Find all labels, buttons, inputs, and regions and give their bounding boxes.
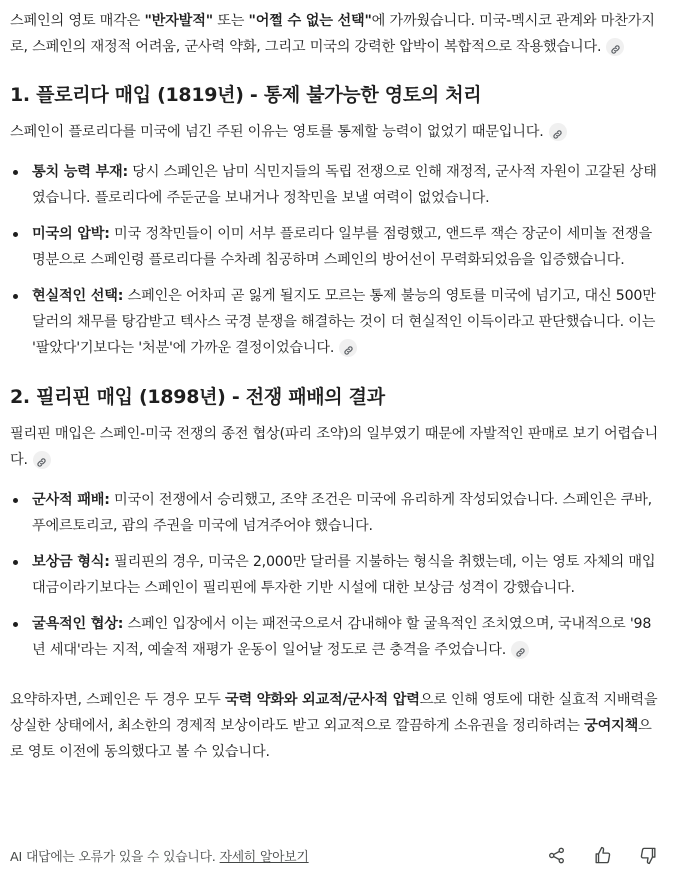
thumbs-down-button[interactable] xyxy=(638,845,658,865)
share-icon xyxy=(547,846,566,865)
bullet-text: 필리핀의 경우, 미국은 2,000만 달러를 지불하는 형식을 취했는데, 이는 영토 자체의 매입 대금이라기보다는 스페인이 필리핀에 투자한 기반 시설에 대한 보상금 성격이 강했습니다. xyxy=(32,554,656,596)
bullet-text: 당시 스페인은 남미 식민지들의 독립 전쟁으로 인해 재정적, 군사적 자원이 고갈된 상태였습니다. 플로리다에 주둔군을 보내거나 정착민을 보낼 여력이 없었습니다. xyxy=(32,164,657,206)
summary-text-2: 으로 인해 영토에 대한 실효적 지배력을 상실한 상태에서, 최소한의 경제적 보상이라도 받고 외교적으로 깔끔하게 소유권을 정리하려는 xyxy=(10,692,658,734)
list-item xyxy=(10,221,662,273)
bullet-text: 스페인은 어차피 곧 잃게 될지도 모르는 통제 불능의 영토를 미국에 넘기고, 대신 500만 달러의 채무를 탕감받고 텍사스 국경 분쟁을 해결하는 것이 더 현실적인 이득이라고 판단했습니다. 이는 '팔았다'기보다는 '처분'에 가까운 결정이었습니다. xyxy=(32,288,656,356)
answer-footer xyxy=(10,840,658,870)
section-1-heading: 1. 플로리다 매입 (1819년) - 통제 불가능한 영토의 처리 xyxy=(10,84,482,106)
list-item xyxy=(10,549,662,601)
section-2-lead-text: 필리핀 매입은 스페인-미국 전쟁의 종전 협상(파리 조약)의 일부였기 때문에 자발적인 판매로 보기 어렵습니다. xyxy=(10,426,659,468)
thumbs-up-button[interactable] xyxy=(592,845,612,865)
summary-bold-2: 궁여지책 xyxy=(584,718,639,734)
bullet-text: 미국 정착민들이 이미 서부 플로리다 일부를 점령했고, 앤드루 잭슨 장군이 세미놀 전쟁을 명분으로 스페인령 플로리다를 수차례 침공하며 스페인의 방어선이 무력화되었음을 입증했습니다. xyxy=(32,226,652,268)
list-item xyxy=(10,487,662,539)
section-2-bullet-list xyxy=(10,487,662,663)
summary-text-3: 으로 영토 이전에 동의했다고 볼 수 있습니다. xyxy=(10,718,652,760)
thumbs-up-icon xyxy=(593,846,612,865)
bullet-text: 미국이 전쟁에서 승리했고, 조약 조건은 미국에 유리하게 작성되었습니다. 스페인은 쿠바, 푸에르토리코, 괌의 주권을 미국에 넘겨주어야 했습니다. xyxy=(32,492,652,534)
section-1-lead-text: 스페인이 플로리다를 미국에 넘긴 주된 이유는 영토를 통제할 능력이 없었기 때문입니다. xyxy=(10,124,544,140)
list-item xyxy=(10,611,662,663)
share-button[interactable] xyxy=(546,845,566,865)
summary-text-1: 요약하자면, 스페인은 두 경우 모두 xyxy=(10,692,225,708)
intro-bold-2: "어쩔 수 없는 선택" xyxy=(248,13,372,29)
summary-bold-1: 국력 약화와 외교적/군사적 압력 xyxy=(224,692,420,708)
summary-paragraph xyxy=(10,687,662,765)
list-item xyxy=(10,283,662,361)
link-icon[interactable] xyxy=(339,339,357,357)
intro-text-1: 스페인의 영토 매각은 xyxy=(10,13,145,29)
section-2-lead xyxy=(10,421,662,473)
bullet-label: 보상금 형식: xyxy=(32,554,110,570)
bullet-label: 굴욕적인 협상: xyxy=(32,616,124,632)
link-icon[interactable] xyxy=(549,123,567,141)
link-icon[interactable] xyxy=(606,38,624,56)
thumbs-down-icon xyxy=(639,846,658,865)
bullet-label: 현실적인 선택: xyxy=(32,288,124,304)
section-1-bullet-list xyxy=(10,159,662,361)
intro-text-3: 에 가까웠습니다. 미국-멕시코 관계와 마찬가지로, 스페인의 재정적 어려움, 군사력 약화, 그리고 미국의 강력한 압박이 복합적으로 작용했습니다. xyxy=(10,13,655,55)
intro-text-2: 또는 xyxy=(212,13,249,29)
learn-more-link[interactable]: 자세히 알아보기 xyxy=(219,849,309,865)
feedback-actions xyxy=(546,845,658,865)
bullet-label: 통치 능력 부재: xyxy=(32,164,128,180)
bullet-text: 스페인 입장에서 이는 패전국으로서 감내해야 할 굴욕적인 조치였으며, 국내적으로 '98년 세대'라는 지적, 예술적 재평가 운동이 일어날 정도로 큰 충격을 주었습니다. xyxy=(32,616,652,658)
bullet-label: 군사적 패배: xyxy=(32,492,110,508)
disclaimer xyxy=(10,846,309,865)
intro-bold-1: "반자발적" xyxy=(144,13,213,29)
bullet-label: 미국의 압박: xyxy=(32,226,110,242)
section-1-lead xyxy=(10,119,662,145)
link-icon[interactable] xyxy=(511,641,529,659)
disclaimer-text: AI 대답에는 오류가 있을 수 있습니다. xyxy=(10,849,216,865)
link-icon[interactable] xyxy=(33,451,51,469)
intro-paragraph xyxy=(10,8,662,60)
section-2-heading: 2. 필리핀 매입 (1898년) - 전쟁 패배의 결과 xyxy=(10,386,385,408)
list-item xyxy=(10,159,662,211)
